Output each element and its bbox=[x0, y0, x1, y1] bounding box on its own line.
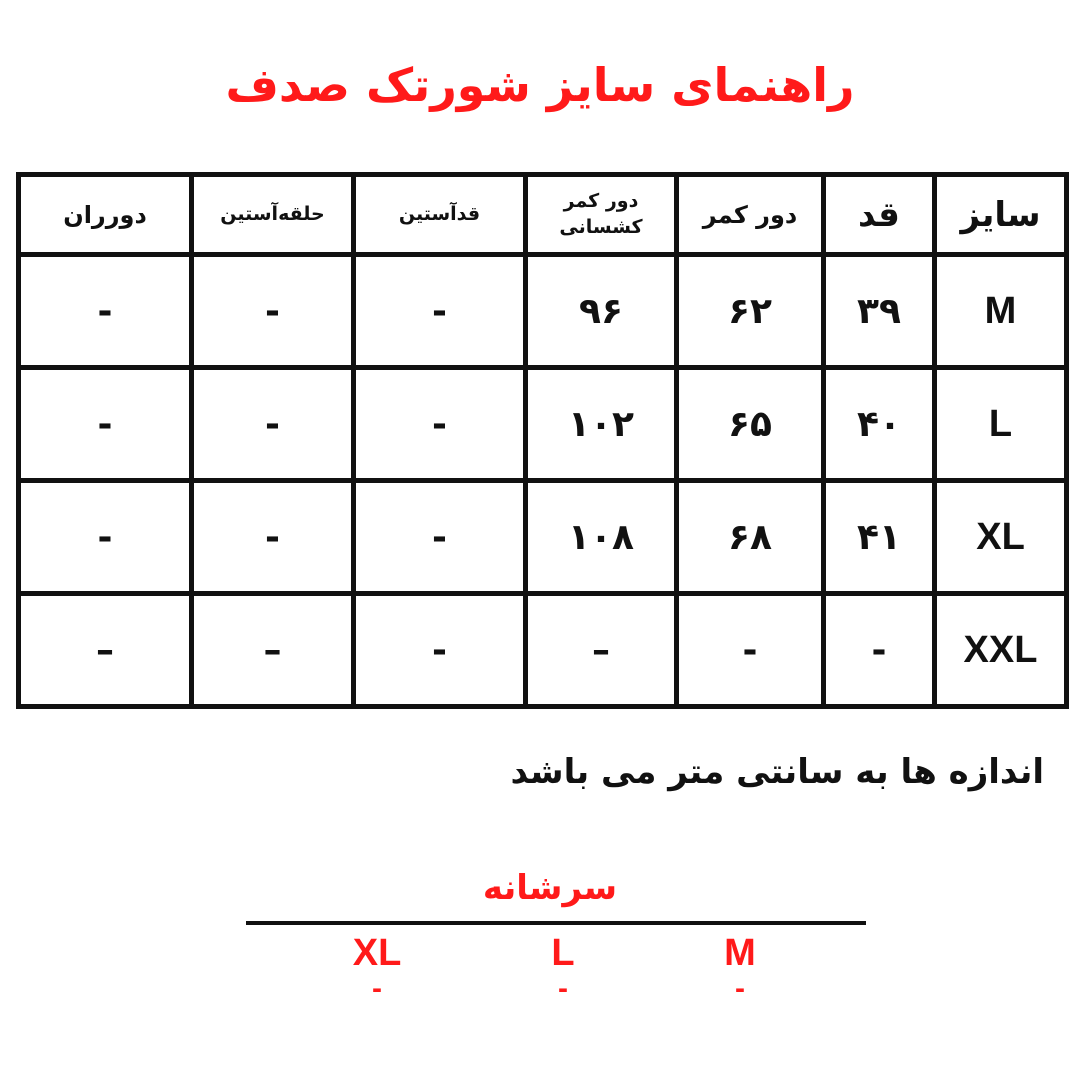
table-cell: - bbox=[19, 255, 192, 368]
table-cell: M bbox=[935, 255, 1067, 368]
table-cell: - bbox=[19, 481, 192, 594]
units-note: اندازه ها به سانتی متر می باشد bbox=[510, 752, 1044, 792]
shoulder-size-xl bbox=[317, 932, 437, 1003]
table-cell: - bbox=[192, 255, 354, 368]
table-cell: ۱۰۲ bbox=[526, 368, 677, 481]
header-size: سایز bbox=[935, 175, 1067, 255]
table-cell: – bbox=[526, 594, 677, 707]
table-cell: - bbox=[192, 368, 354, 481]
header-row bbox=[19, 175, 1067, 255]
shoulder-divider bbox=[246, 921, 866, 925]
table-cell: ۶۵ bbox=[677, 368, 824, 481]
header-armhole: حلقه‌آستین bbox=[192, 175, 354, 255]
table-cell: L bbox=[935, 368, 1067, 481]
table-cell: - bbox=[354, 481, 526, 594]
table-cell: - bbox=[354, 255, 526, 368]
header-sleeve-length: قدآستین bbox=[354, 175, 526, 255]
shoulder-size-value: - bbox=[735, 972, 745, 1005]
header-waist: دور کمر bbox=[677, 175, 824, 255]
table-row bbox=[19, 255, 1067, 368]
table-row bbox=[19, 368, 1067, 481]
shoulder-size-label: M bbox=[724, 932, 756, 974]
table-cell: - bbox=[677, 594, 824, 707]
shoulder-size-value: - bbox=[558, 972, 568, 1005]
shoulder-title: سرشانه bbox=[482, 868, 618, 908]
table-cell: - bbox=[354, 594, 526, 707]
shoulder-size-l bbox=[503, 932, 623, 1003]
header-elastic-waist: دور کمر کشسانی bbox=[526, 175, 677, 255]
table-row bbox=[19, 594, 1067, 707]
shoulder-size-value: - bbox=[372, 972, 382, 1005]
table-cell: - bbox=[824, 594, 935, 707]
table-row bbox=[19, 481, 1067, 594]
table-cell: ۴۰ bbox=[824, 368, 935, 481]
table-cell: ۹۶ bbox=[526, 255, 677, 368]
table-cell: ۶۲ bbox=[677, 255, 824, 368]
table-cell: - bbox=[19, 368, 192, 481]
table-cell: ۱۰۸ bbox=[526, 481, 677, 594]
table-cell: ۳۹ bbox=[824, 255, 935, 368]
table-cell: - bbox=[192, 481, 354, 594]
header-length: قد bbox=[824, 175, 935, 255]
table-cell: ۴۱ bbox=[824, 481, 935, 594]
table-cell: ۶۸ bbox=[677, 481, 824, 594]
page-title: راهنمای سایز شورتک صدف bbox=[225, 58, 855, 112]
table-cell: XXL bbox=[935, 594, 1067, 707]
table-cell: XL bbox=[935, 481, 1067, 594]
table-cell: – bbox=[192, 594, 354, 707]
table-cell: - bbox=[354, 368, 526, 481]
shoulder-size-label: XL bbox=[352, 932, 402, 974]
header-thigh: دورران bbox=[19, 175, 192, 255]
shoulder-size-m bbox=[680, 932, 800, 1003]
size-table bbox=[16, 172, 1069, 709]
table-cell: – bbox=[19, 594, 192, 707]
shoulder-size-label: L bbox=[551, 932, 575, 974]
